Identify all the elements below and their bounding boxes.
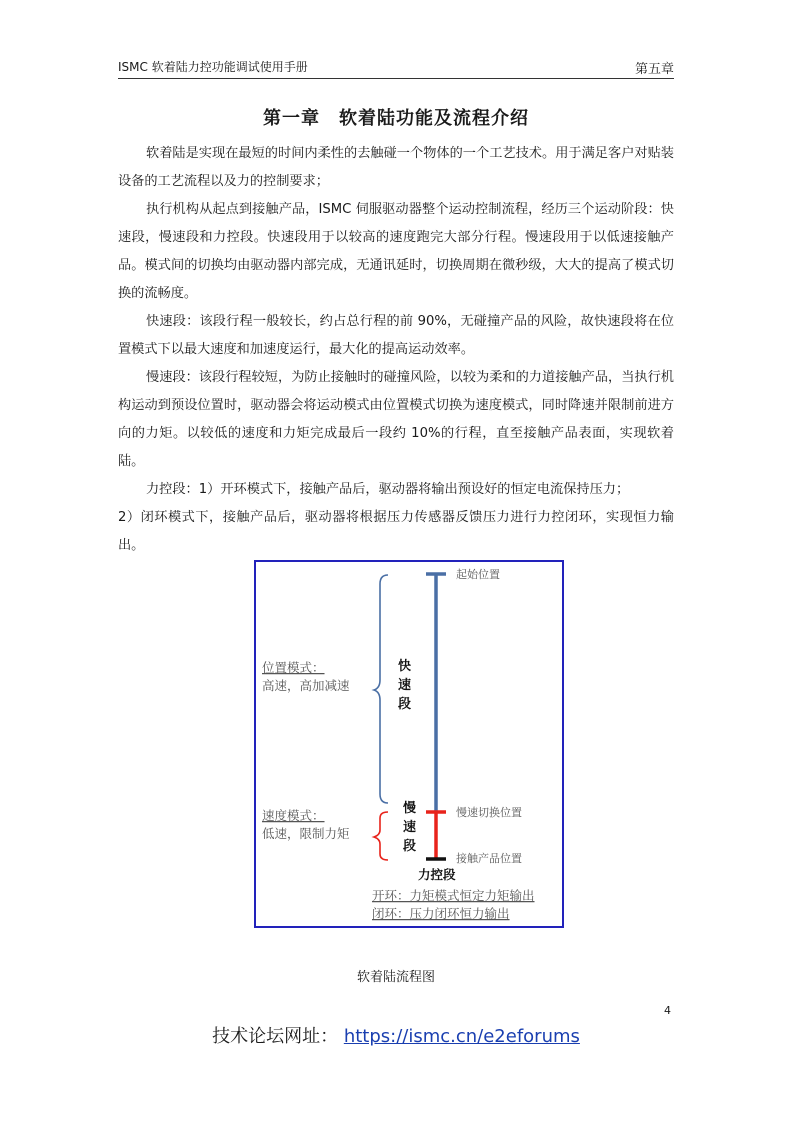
paragraph: 慢速段：该段行程较短，为防止接触时的碰撞风险，以较为柔和的力道接触产品，当执行机构运动到预设位置时，驱动器会将运动模式由位置模式切换为速度模式，同时降速并限制前进方向的力矩。以较低的速度和力矩完成最后一段约 10%的行程，直至接触产品表面，实现软着陆。 <box>118 370 674 469</box>
figure-caption: 软着陆流程图 <box>356 970 435 985</box>
paragraph: 力控段：1）开环模式下，接触产品后，驱动器将输出预设好的恒定电流保持压力； <box>146 482 630 497</box>
contact-position-label: 接触产品位置 <box>456 852 522 865</box>
paragraph: 快速段：该段行程一般较长，约占总行程的前 90%，无碰撞产品的风险，故快速段将在位置模式下以最大速度和加速度运行，最大化的提高运动效率。 <box>118 314 674 357</box>
chapter-label: 第五章 <box>634 62 674 77</box>
position-mode-desc: 高速，高加减速 <box>262 678 350 693</box>
paragraph: 软着陆是实现在最短的时间内柔性的去触碰一个物体的一个工艺技术。用于满足客户对贴装设备的工艺流程以及力的控制要求； <box>118 146 674 189</box>
force-segment-label: 力控段 <box>418 867 456 882</box>
forum-label: 技术论坛网址： <box>212 1026 339 1047</box>
slow-switch-position-label: 慢速切换位置 <box>456 806 522 819</box>
slow-segment-label: 慢速段 <box>403 801 421 854</box>
document-title: ISMC 软着陆力控功能调试使用手册 <box>118 60 308 74</box>
chapter-title: 第一章 软着陆功能及流程介绍 <box>263 108 529 129</box>
fast-segment-brace <box>374 575 388 803</box>
start-position-label: 起始位置 <box>456 568 500 581</box>
paragraph: 执行机构从起点到接触产品，ISMC 伺服驱动器整个运动控制流程，经历三个运动阶段：快速段，慢速段和力控段。快速段用于以较高的速度跑完大部分行程。慢速段用于以低速接触产品。模式间的切换均由驱动器内部完成，无通讯延时，切换周期在微秒级，大大的提高了模式切换的流畅度。 <box>118 202 674 301</box>
position-mode-label: 位置模式： <box>262 660 325 675</box>
slow-segment-brace <box>374 812 388 860</box>
speed-mode-desc: 低速，限制力矩 <box>262 826 350 841</box>
speed-mode-label: 速度模式： <box>262 808 325 823</box>
forum-link[interactable]: https://ismc.cn/e2eforums <box>343 1026 580 1047</box>
forum-footer <box>118 1022 674 1048</box>
paragraph: 2）闭环模式下，接触产品后，驱动器将根据压力传感器反馈压力进行力控闭环，实现恒力输出。 <box>118 510 674 553</box>
page-number: 4 <box>664 1004 671 1017</box>
closed-loop-label: 闭环：压力闭环恒力输出 <box>372 906 510 921</box>
open-loop-label: 开环：力矩模式恒定力矩输出 <box>372 888 535 903</box>
soft-landing-flow-diagram <box>254 560 564 928</box>
page-header <box>118 56 674 79</box>
fast-segment-label: 快速段 <box>398 659 416 712</box>
body-text <box>118 140 674 560</box>
